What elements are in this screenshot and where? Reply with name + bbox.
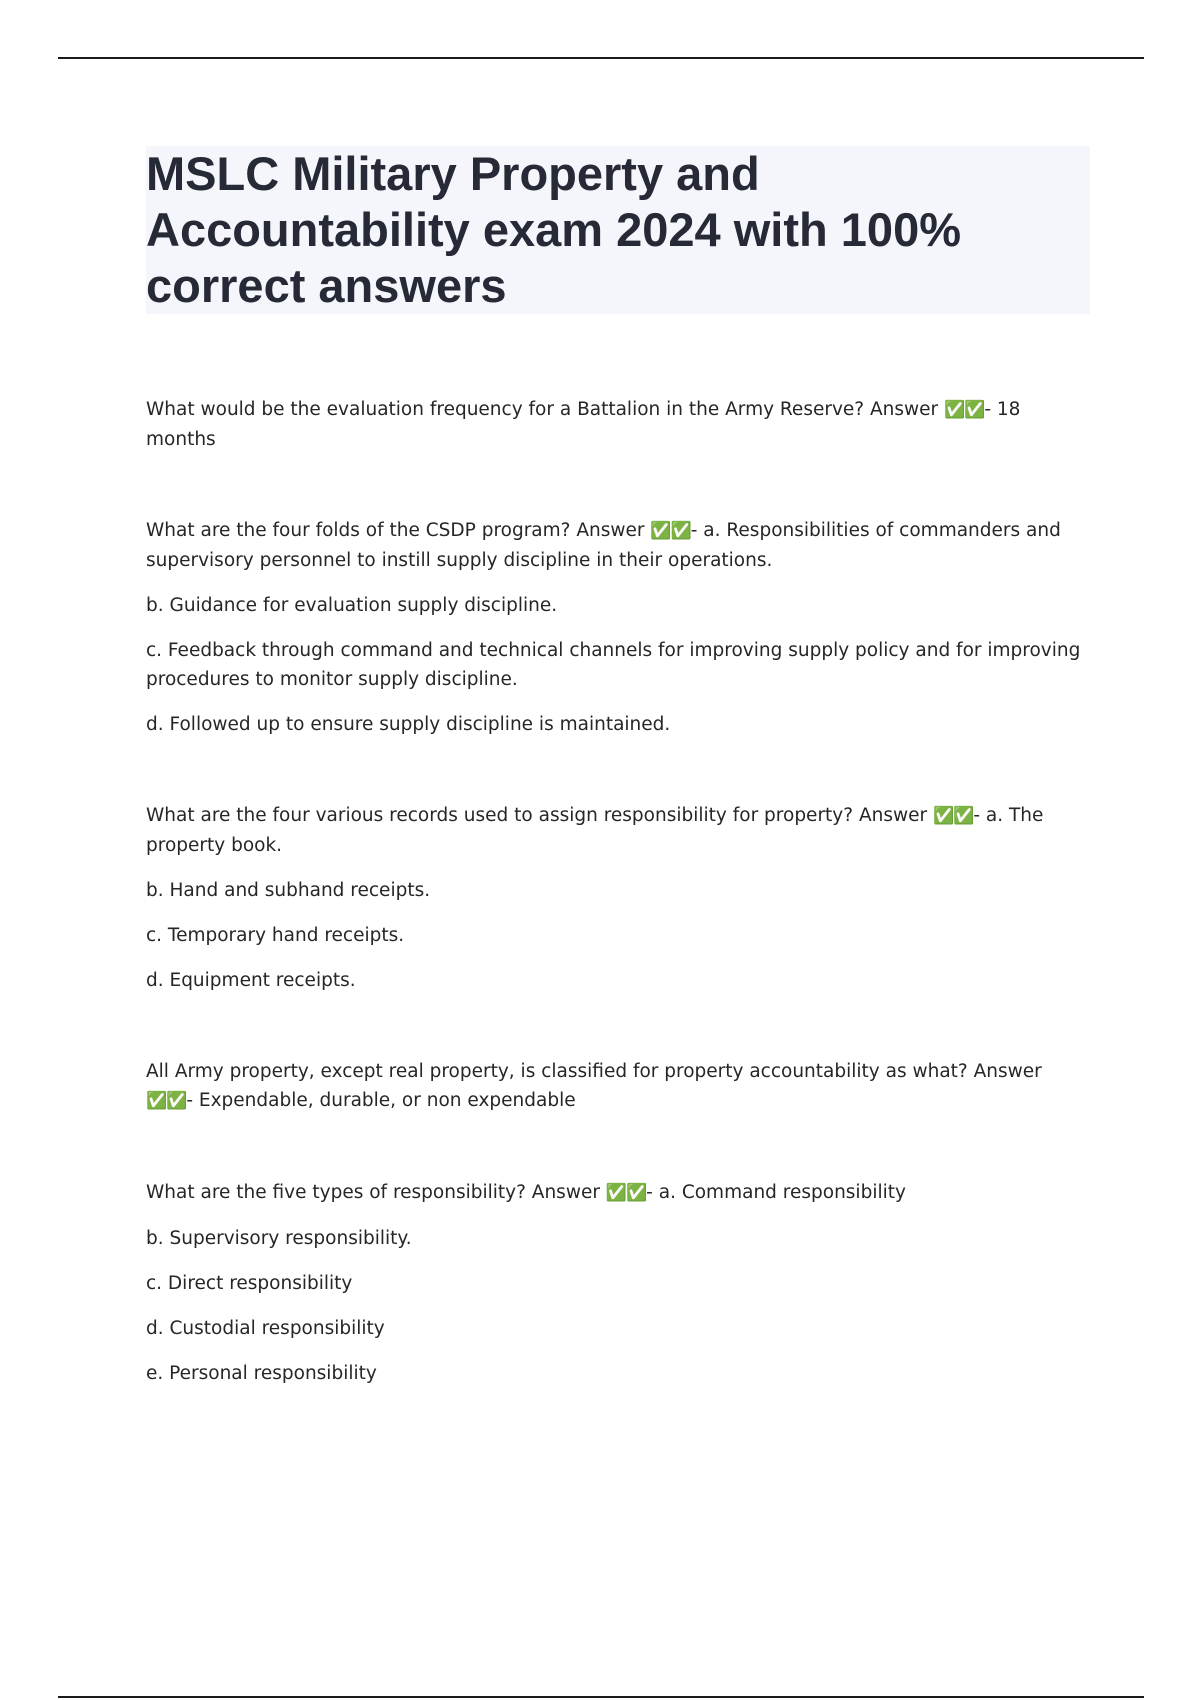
- check-marks-icon: ✅✅: [650, 521, 691, 541]
- question-text: What are the five types of responsibility? Answer: [146, 1182, 600, 1203]
- bottom-divider: [58, 1696, 1144, 1698]
- question-line: [146, 516, 1090, 575]
- sub-answer: b. Guidance for evaluation supply discipline.: [146, 595, 558, 616]
- top-divider: [58, 57, 1144, 59]
- sub-answer: d. Equipment receipts.: [146, 970, 356, 991]
- answer-text: - a. Responsibilities of commanders and supervisory personnel to instill supply discipline in their operations.: [146, 520, 1061, 571]
- title-banner: [146, 146, 1090, 314]
- question-text: All Army property, except real property, is classified for property accountability as what? Answer: [146, 1061, 1042, 1082]
- question-line: [146, 1178, 1090, 1208]
- sub-answer: d. Followed up to ensure supply discipline is maintained.: [146, 714, 671, 735]
- answer-text: - a. Command responsibility: [646, 1182, 906, 1203]
- question-line: [146, 801, 1090, 860]
- answer-text: - a. The property book.: [146, 805, 1044, 856]
- qa-item: [146, 1178, 1090, 1388]
- sub-answer: c. Temporary hand receipts.: [146, 925, 405, 946]
- question-line: [146, 1057, 1090, 1116]
- sub-answer: d. Custodial responsibility: [146, 1318, 385, 1339]
- sub-answer: e. Personal responsibility: [146, 1363, 377, 1384]
- sub-answer: b. Hand and subhand receipts.: [146, 880, 431, 901]
- question-text: What are the four folds of the CSDP program? Answer: [146, 520, 645, 541]
- answer-text: - 18 months: [146, 399, 1021, 450]
- qa-list: [146, 395, 1090, 1450]
- question-text: What are the four various records used to assign responsibility for property? Answer: [146, 805, 928, 826]
- check-marks-icon: ✅✅: [146, 1091, 187, 1111]
- sub-answer: c. Feedback through command and technical channels for improving supply policy and for improving procedures to monitor supply discipline.: [146, 640, 1081, 690]
- question-line: [146, 395, 1090, 454]
- sub-answer: c. Direct responsibility: [146, 1273, 353, 1294]
- check-marks-icon: ✅✅: [605, 1183, 647, 1203]
- question-text: What would be the evaluation frequency for a Battalion in the Army Reserve? Answer: [146, 399, 939, 420]
- check-marks-icon: ✅✅: [944, 400, 985, 420]
- qa-item: [146, 395, 1090, 454]
- sub-answer: b. Supervisory responsibility.: [146, 1228, 412, 1249]
- document-title: MSLC Military Property and Accountability exam 2024 with 100% correct answers: [146, 147, 961, 312]
- answer-text: - Expendable, durable, or non expendable: [186, 1090, 576, 1111]
- qa-item: [146, 516, 1090, 739]
- qa-item: [146, 1057, 1090, 1116]
- qa-item: [146, 801, 1090, 995]
- check-marks-icon: ✅✅: [932, 806, 974, 826]
